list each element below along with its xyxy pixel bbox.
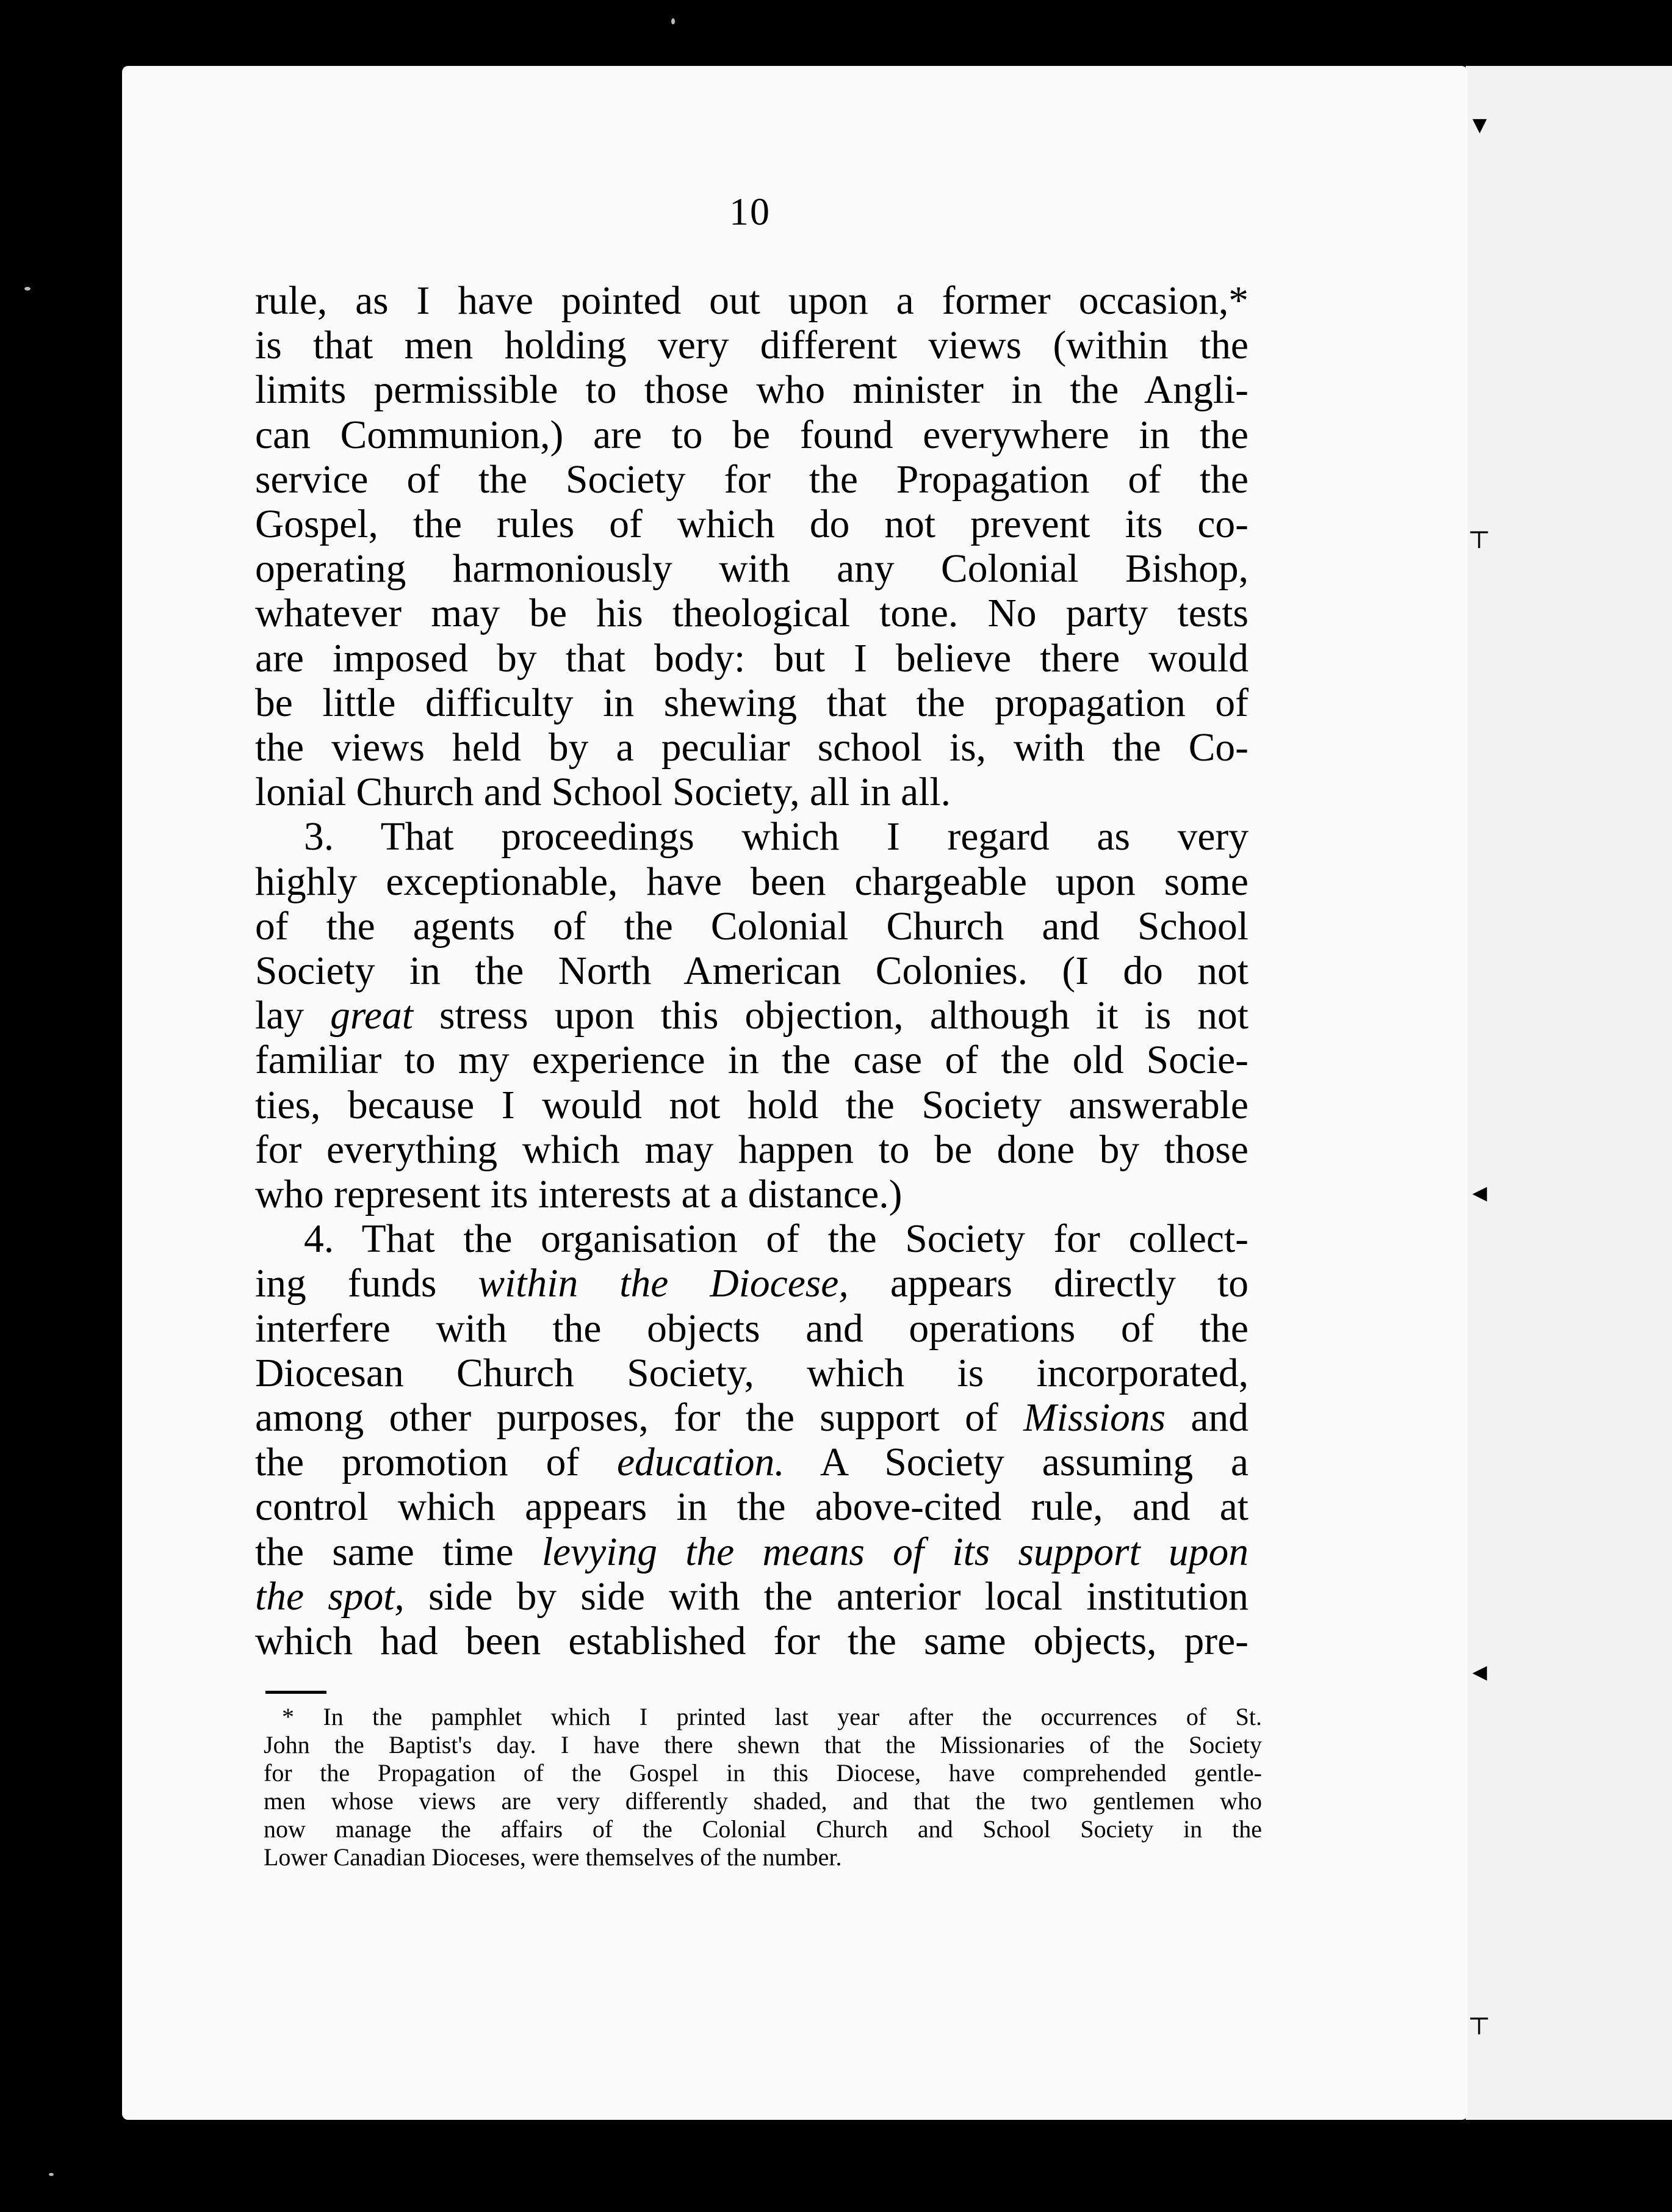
binding-stitch-mark: ◄ bbox=[1468, 1179, 1492, 1207]
footnote bbox=[264, 1703, 1262, 1871]
text-line: 4. That the organisation of the Society for collect- bbox=[304, 1217, 1249, 1262]
adjacent-page-edge bbox=[1462, 66, 1672, 2120]
emphasis-text: education. bbox=[616, 1440, 785, 1485]
binding-stitch-mark: ⊤ bbox=[1468, 526, 1491, 554]
footnote-rule bbox=[265, 1691, 326, 1694]
footnote-line: * In the pamphlet which I printed last year after the occurrences of St. bbox=[282, 1703, 1262, 1730]
text-run: side by side with the anterior local institution bbox=[404, 1574, 1249, 1619]
text-run: appears directly to bbox=[848, 1262, 1249, 1306]
text-line: highly exceptionable, have been chargeable upon some bbox=[255, 859, 1249, 904]
text-run: among other purposes, for the support of bbox=[255, 1396, 1024, 1440]
text-line: limits permissible to those who minister in the Angli- bbox=[255, 368, 1249, 413]
text-line: ties, because I would not hold the Society answerable bbox=[255, 1083, 1249, 1127]
text-line bbox=[255, 994, 1249, 1038]
text-run: lay bbox=[255, 994, 331, 1038]
text-line bbox=[255, 1396, 1249, 1440]
text-line bbox=[255, 1440, 1249, 1485]
text-line: of the agents of the Colonial Church and School bbox=[255, 904, 1249, 949]
text-line: which had been established for the same objects, pre- bbox=[255, 1619, 1249, 1664]
text-line: Diocesan Church Society, which is incorporated, bbox=[255, 1351, 1249, 1395]
text-run: the same time bbox=[255, 1530, 542, 1574]
text-line: Gospel, the rules of which do not prevent its co- bbox=[255, 502, 1249, 547]
text-run: A Society assuming a bbox=[784, 1440, 1249, 1485]
text-line: for everything which may happen to be done by those bbox=[255, 1127, 1249, 1172]
text-line: is that men holding very different views (within the bbox=[255, 323, 1249, 368]
text-line: be little difficulty in shewing that the propagation of bbox=[255, 681, 1249, 725]
footnote-line: John the Baptist's day. I have there shewn that the Missionaries of the Society bbox=[264, 1731, 1262, 1758]
text-line: the views held by a peculiar school is, with the Co- bbox=[255, 726, 1249, 770]
text-line: service of the Society for the Propagation of the bbox=[255, 457, 1249, 502]
text-line: who represent its interests at a distance.) bbox=[255, 1173, 903, 1217]
text-line: can Communion,) are to be found everywhere in the bbox=[255, 413, 1249, 457]
scan-speck bbox=[49, 2173, 54, 2176]
page-number: 10 bbox=[729, 190, 771, 233]
text-line: familiar to my experience in the case of the old Socie- bbox=[255, 1038, 1249, 1083]
text-line: interfere with the objects and operations of the bbox=[255, 1306, 1249, 1351]
emphasis-text: levying the means of its support upon bbox=[541, 1530, 1249, 1574]
emphasis-text: great bbox=[330, 994, 413, 1038]
footnote-line: Lower Canadian Dioceses, were themselves of the number. bbox=[264, 1843, 842, 1871]
text-line: operating harmoniously with any Colonial Bishop, bbox=[255, 547, 1249, 591]
scan-speck bbox=[671, 18, 675, 24]
emphasis-text: the spot, bbox=[255, 1574, 405, 1619]
footnote-line: for the Propagation of the Gospel in this Diocese, have comprehended gentle- bbox=[264, 1759, 1262, 1787]
text-run: the promotion of bbox=[255, 1440, 617, 1485]
emphasis-text: within the Diocese, bbox=[478, 1262, 849, 1306]
text-line: lonial Church and School Society, all in all. bbox=[255, 770, 951, 815]
body-text bbox=[255, 279, 1249, 1664]
text-line: whatever may be his theological tone. No party tests bbox=[255, 591, 1249, 636]
emphasis-text: Missions bbox=[1023, 1396, 1166, 1440]
text-run: stress upon this objection, although it is not bbox=[413, 994, 1249, 1038]
footnote-line: now manage the affairs of the Colonial Church and School Society in the bbox=[264, 1815, 1262, 1843]
binding-stitch-mark: ◄ bbox=[1468, 1658, 1492, 1686]
text-line: 3. That proceedings which I regard as very bbox=[304, 815, 1249, 859]
text-line bbox=[255, 1530, 1249, 1575]
text-line bbox=[255, 1262, 1249, 1306]
binding-stitch-mark: ⊤ bbox=[1468, 2012, 1491, 2040]
text-line: rule, as I have pointed out upon a former occasion,* bbox=[255, 279, 1249, 323]
text-line: control which appears in the above-cited rule, and at bbox=[255, 1485, 1249, 1530]
text-line: are imposed by that body: but I believe there would bbox=[255, 636, 1249, 681]
text-run: and bbox=[1166, 1396, 1249, 1440]
binding-stitch-mark: ▼ bbox=[1468, 111, 1492, 139]
text-line bbox=[255, 1575, 1249, 1619]
footnote-line: men whose views are very differently shaded, and that the two gentlemen who bbox=[264, 1787, 1262, 1815]
scan-speck bbox=[24, 287, 31, 291]
text-line: Society in the North American Colonies. (I do not bbox=[255, 949, 1249, 994]
text-run: ing funds bbox=[255, 1262, 478, 1306]
